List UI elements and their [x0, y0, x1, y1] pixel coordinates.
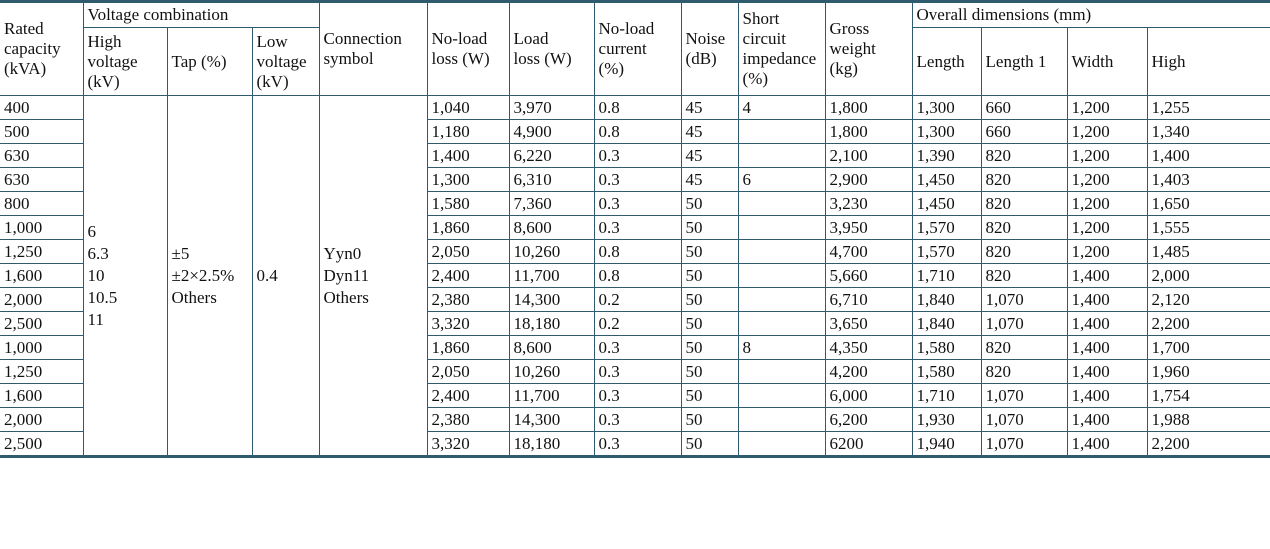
- cell-load-loss: 8,600: [509, 336, 594, 360]
- cell-rated-capacity: 630: [0, 168, 83, 192]
- cell-gross-weight: 6200: [825, 432, 912, 457]
- cell-width: 1,200: [1067, 120, 1147, 144]
- cell-load-loss: 11,700: [509, 384, 594, 408]
- cell-rated-capacity: 1,600: [0, 264, 83, 288]
- cell-noise: 45: [681, 168, 738, 192]
- cell-short-circuit-impedance: 6: [738, 168, 825, 192]
- cell-high: 1,960: [1147, 360, 1270, 384]
- cell-short-circuit-impedance: [738, 288, 825, 312]
- cell-no-load-current: 0.3: [594, 432, 681, 457]
- cell-noise: 50: [681, 288, 738, 312]
- cell-short-circuit-impedance: [738, 312, 825, 336]
- cell-noise: 50: [681, 192, 738, 216]
- cell-length1: 820: [981, 240, 1067, 264]
- cell-no-load-loss: 2,050: [427, 240, 509, 264]
- cell-length1: 820: [981, 336, 1067, 360]
- cell-noise: 45: [681, 96, 738, 120]
- cell-no-load-current: 0.2: [594, 288, 681, 312]
- cell-high: 1,754: [1147, 384, 1270, 408]
- cell-length1: 1,070: [981, 408, 1067, 432]
- cell-load-loss: 6,220: [509, 144, 594, 168]
- cell-rated-capacity: 500: [0, 120, 83, 144]
- cell-load-loss: 3,970: [509, 96, 594, 120]
- cell-no-load-current: 0.3: [594, 336, 681, 360]
- cell-short-circuit-impedance: 4: [738, 96, 825, 120]
- cell-noise: 50: [681, 432, 738, 457]
- cell-tap-merged: ±5 ±2×2.5% Others: [167, 96, 252, 457]
- cell-gross-weight: 6,200: [825, 408, 912, 432]
- cell-length1: 820: [981, 360, 1067, 384]
- cell-no-load-current: 0.8: [594, 120, 681, 144]
- header-voltage-combination: Voltage combination: [83, 2, 319, 28]
- cell-no-load-loss: 1,040: [427, 96, 509, 120]
- cell-no-load-loss: 2,400: [427, 384, 509, 408]
- header-short-circuit-impedance: Short circuit impedance (%): [738, 2, 825, 96]
- cell-length: 1,710: [912, 264, 981, 288]
- cell-no-load-loss: 1,400: [427, 144, 509, 168]
- cell-rated-capacity: 1,250: [0, 360, 83, 384]
- cell-gross-weight: 6,710: [825, 288, 912, 312]
- cell-length1: 820: [981, 144, 1067, 168]
- cell-no-load-loss: 1,180: [427, 120, 509, 144]
- header-rated-capacity: Rated capacity (kVA): [0, 2, 83, 96]
- cell-load-loss: 4,900: [509, 120, 594, 144]
- cell-length1: 1,070: [981, 384, 1067, 408]
- cell-noise: 45: [681, 120, 738, 144]
- cell-no-load-current: 0.3: [594, 144, 681, 168]
- cell-width: 1,400: [1067, 312, 1147, 336]
- cell-no-load-current: 0.3: [594, 408, 681, 432]
- cell-no-load-current: 0.3: [594, 216, 681, 240]
- cell-high: 1,403: [1147, 168, 1270, 192]
- cell-no-load-loss: 2,050: [427, 360, 509, 384]
- cell-width: 1,400: [1067, 288, 1147, 312]
- cell-width: 1,400: [1067, 384, 1147, 408]
- cell-no-load-loss: 1,860: [427, 216, 509, 240]
- cell-length1: 820: [981, 264, 1067, 288]
- cell-rated-capacity: 400: [0, 96, 83, 120]
- cell-no-load-loss: 1,580: [427, 192, 509, 216]
- cell-no-load-loss: 3,320: [427, 432, 509, 457]
- cell-short-circuit-impedance: [738, 144, 825, 168]
- cell-noise: 50: [681, 264, 738, 288]
- cell-rated-capacity: 1,000: [0, 336, 83, 360]
- cell-high: 1,700: [1147, 336, 1270, 360]
- cell-load-loss: 14,300: [509, 288, 594, 312]
- cell-rated-capacity: 2,000: [0, 288, 83, 312]
- cell-no-load-current: 0.3: [594, 360, 681, 384]
- cell-no-load-current: 0.8: [594, 240, 681, 264]
- cell-gross-weight: 2,100: [825, 144, 912, 168]
- cell-no-load-loss: 1,300: [427, 168, 509, 192]
- cell-gross-weight: 2,900: [825, 168, 912, 192]
- cell-length1: 1,070: [981, 312, 1067, 336]
- cell-short-circuit-impedance: [738, 432, 825, 457]
- cell-length: 1,390: [912, 144, 981, 168]
- cell-high-voltage-merged: 6 6.3 10 10.5 11: [83, 96, 167, 457]
- cell-high: 1,255: [1147, 96, 1270, 120]
- cell-no-load-current: 0.3: [594, 168, 681, 192]
- cell-length: 1,710: [912, 384, 981, 408]
- cell-width: 1,200: [1067, 216, 1147, 240]
- header-length1: Length 1: [981, 28, 1067, 96]
- cell-noise: 50: [681, 408, 738, 432]
- cell-high: 1,400: [1147, 144, 1270, 168]
- cell-load-loss: 8,600: [509, 216, 594, 240]
- cell-gross-weight: 6,000: [825, 384, 912, 408]
- cell-gross-weight: 3,650: [825, 312, 912, 336]
- cell-rated-capacity: 2,500: [0, 312, 83, 336]
- cell-length: 1,840: [912, 288, 981, 312]
- cell-no-load-loss: 1,860: [427, 336, 509, 360]
- cell-no-load-current: 0.8: [594, 96, 681, 120]
- cell-length: 1,570: [912, 216, 981, 240]
- header-no-load-current: No-load current (%): [594, 2, 681, 96]
- cell-length: 1,840: [912, 312, 981, 336]
- cell-gross-weight: 1,800: [825, 96, 912, 120]
- cell-length1: 660: [981, 120, 1067, 144]
- cell-rated-capacity: 2,000: [0, 408, 83, 432]
- cell-low-voltage-merged: 0.4: [252, 96, 319, 457]
- cell-length1: 820: [981, 168, 1067, 192]
- cell-short-circuit-impedance: [738, 360, 825, 384]
- cell-length1: 820: [981, 216, 1067, 240]
- cell-load-loss: 18,180: [509, 312, 594, 336]
- cell-gross-weight: 3,950: [825, 216, 912, 240]
- cell-no-load-current: 0.8: [594, 264, 681, 288]
- cell-length: 1,300: [912, 120, 981, 144]
- cell-rated-capacity: 1,250: [0, 240, 83, 264]
- cell-load-loss: 10,260: [509, 240, 594, 264]
- cell-short-circuit-impedance: [738, 408, 825, 432]
- cell-rated-capacity: 1,600: [0, 384, 83, 408]
- cell-gross-weight: 3,230: [825, 192, 912, 216]
- cell-noise: 50: [681, 384, 738, 408]
- cell-length: 1,580: [912, 360, 981, 384]
- cell-rated-capacity: 800: [0, 192, 83, 216]
- cell-rated-capacity: 630: [0, 144, 83, 168]
- table-header: [0, 2, 1270, 96]
- cell-no-load-current: 0.3: [594, 384, 681, 408]
- cell-width: 1,400: [1067, 336, 1147, 360]
- cell-length: 1,450: [912, 168, 981, 192]
- cell-width: 1,200: [1067, 168, 1147, 192]
- cell-width: 1,400: [1067, 264, 1147, 288]
- cell-noise: 50: [681, 336, 738, 360]
- cell-width: 1,400: [1067, 360, 1147, 384]
- cell-connection-symbol-merged: Yyn0 Dyn11 Others: [319, 96, 427, 457]
- cell-short-circuit-impedance: [738, 120, 825, 144]
- cell-length: 1,570: [912, 240, 981, 264]
- cell-width: 1,200: [1067, 240, 1147, 264]
- cell-width: 1,200: [1067, 144, 1147, 168]
- header-overall-dimensions: Overall dimensions (mm): [912, 2, 1270, 28]
- cell-load-loss: 6,310: [509, 168, 594, 192]
- cell-short-circuit-impedance: [738, 384, 825, 408]
- cell-width: 1,400: [1067, 432, 1147, 457]
- cell-high: 2,000: [1147, 264, 1270, 288]
- header-no-load-loss: No-load loss (W): [427, 2, 509, 96]
- header-width: Width: [1067, 28, 1147, 96]
- header-connection-symbol: Connection symbol: [319, 2, 427, 96]
- cell-high: 1,340: [1147, 120, 1270, 144]
- table-row: [0, 96, 1270, 120]
- cell-noise: 45: [681, 144, 738, 168]
- cell-width: 1,200: [1067, 192, 1147, 216]
- cell-noise: 50: [681, 312, 738, 336]
- cell-high: 1,988: [1147, 408, 1270, 432]
- cell-high: 1,650: [1147, 192, 1270, 216]
- cell-length: 1,450: [912, 192, 981, 216]
- cell-length1: 1,070: [981, 432, 1067, 457]
- header-high-voltage: High voltage (kV): [83, 28, 167, 96]
- cell-short-circuit-impedance: [738, 216, 825, 240]
- header-load-loss: Load loss (W): [509, 2, 594, 96]
- cell-load-loss: 11,700: [509, 264, 594, 288]
- cell-high: 2,200: [1147, 432, 1270, 457]
- header-high: High: [1147, 28, 1270, 96]
- cell-load-loss: 7,360: [509, 192, 594, 216]
- table-body: [0, 96, 1270, 457]
- cell-gross-weight: 5,660: [825, 264, 912, 288]
- cell-rated-capacity: 2,500: [0, 432, 83, 457]
- cell-length1: 1,070: [981, 288, 1067, 312]
- header-noise: Noise (dB): [681, 2, 738, 96]
- cell-short-circuit-impedance: [738, 192, 825, 216]
- cell-rated-capacity: 1,000: [0, 216, 83, 240]
- cell-length1: 820: [981, 192, 1067, 216]
- cell-load-loss: 18,180: [509, 432, 594, 457]
- cell-length: 1,300: [912, 96, 981, 120]
- cell-short-circuit-impedance: 8: [738, 336, 825, 360]
- cell-no-load-current: 0.2: [594, 312, 681, 336]
- cell-no-load-loss: 2,380: [427, 408, 509, 432]
- header-low-voltage: Low voltage (kV): [252, 28, 319, 96]
- header-gross-weight: Gross weight (kg): [825, 2, 912, 96]
- cell-no-load-current: 0.3: [594, 192, 681, 216]
- cell-gross-weight: 4,200: [825, 360, 912, 384]
- cell-length: 1,930: [912, 408, 981, 432]
- cell-length: 1,940: [912, 432, 981, 457]
- cell-noise: 50: [681, 240, 738, 264]
- cell-short-circuit-impedance: [738, 264, 825, 288]
- cell-no-load-loss: 2,400: [427, 264, 509, 288]
- cell-no-load-loss: 2,380: [427, 288, 509, 312]
- cell-length1: 660: [981, 96, 1067, 120]
- cell-high: 2,200: [1147, 312, 1270, 336]
- cell-load-loss: 14,300: [509, 408, 594, 432]
- cell-noise: 50: [681, 360, 738, 384]
- cell-width: 1,200: [1067, 96, 1147, 120]
- cell-no-load-loss: 3,320: [427, 312, 509, 336]
- header-tap: Tap (%): [167, 28, 252, 96]
- cell-high: 2,120: [1147, 288, 1270, 312]
- cell-high: 1,555: [1147, 216, 1270, 240]
- cell-length: 1,580: [912, 336, 981, 360]
- cell-gross-weight: 4,350: [825, 336, 912, 360]
- cell-noise: 50: [681, 216, 738, 240]
- cell-short-circuit-impedance: [738, 240, 825, 264]
- header-length: Length: [912, 28, 981, 96]
- cell-width: 1,400: [1067, 408, 1147, 432]
- cell-load-loss: 10,260: [509, 360, 594, 384]
- cell-gross-weight: 1,800: [825, 120, 912, 144]
- cell-gross-weight: 4,700: [825, 240, 912, 264]
- cell-high: 1,485: [1147, 240, 1270, 264]
